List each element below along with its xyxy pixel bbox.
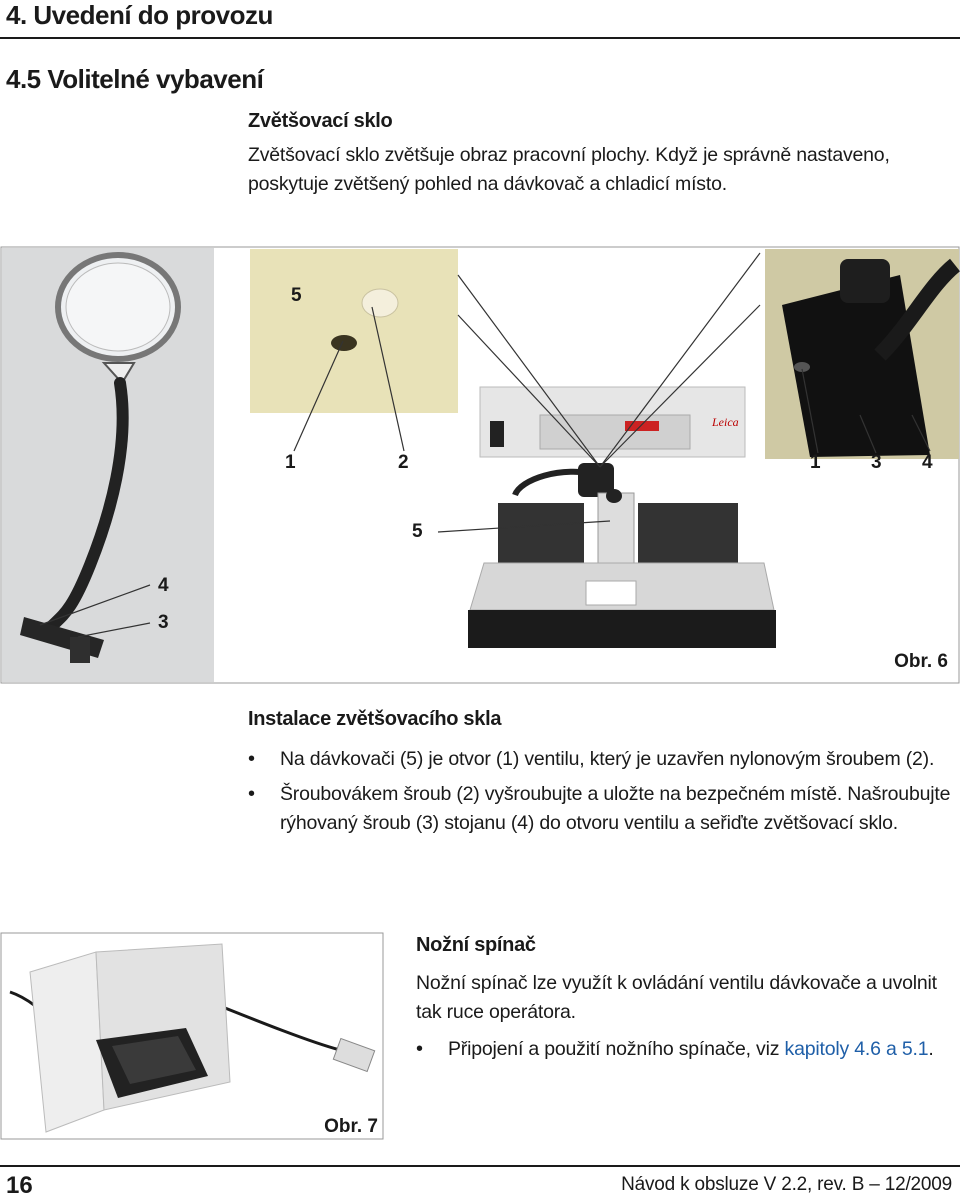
callout-2: 2 — [398, 452, 409, 473]
callout-3-left: 3 — [158, 612, 169, 633]
header-rule — [0, 37, 960, 39]
foot-switch-illustration — [0, 932, 384, 1140]
chapter-heading: 4. Uvedení do provozu — [6, 0, 273, 30]
install-bullet-1 — [248, 745, 956, 774]
callout-4-left: 4 — [158, 575, 169, 596]
figure-7-label: Obr. 7 — [324, 1116, 378, 1137]
footswitch-heading: Nožní spínač — [416, 934, 536, 956]
footer-rule — [0, 1165, 960, 1167]
figure-6 — [0, 245, 960, 685]
footswitch-bullet-text: Připojení a použití nožního spínače, viz — [448, 1038, 785, 1060]
install-bullet-2-text: Šroubovákem šroub (2) vyšroubujte a uložte na bezpečném místě. Našroubujte rýhovaný šroub (3) stojanu (4) do otvoru ventilu a seřiďte zvětšovací sklo. — [280, 783, 951, 834]
callout-5-mid: 5 — [412, 521, 423, 542]
manual-version: Návod k obsluze V 2.2, rev. B – 12/2009 — [621, 1174, 952, 1195]
chapter-reference-link[interactable]: kapitoly 4.6 a 5.1 — [784, 1038, 929, 1060]
install-bullet-1-text: Na dávkovači (5) je otvor (1) ventilu, který je uzavřen nylonovým šroubem (2). — [280, 748, 935, 770]
footswitch-bullet — [416, 1035, 956, 1064]
install-bullet-2 — [248, 780, 956, 838]
install-section — [248, 708, 956, 838]
callout-4-right: 4 — [922, 452, 933, 473]
install-heading: Instalace zvětšovacího skla — [248, 708, 502, 730]
footswitch-section — [416, 934, 956, 1064]
callout-1-right: 1 — [810, 452, 821, 473]
callout-3-right: 3 — [871, 452, 882, 473]
section-heading: 4.5 Volitelné vybavení — [6, 64, 264, 94]
figure-6-label: Obr. 6 — [894, 651, 948, 672]
magnifier-heading: Zvětšovací sklo — [248, 110, 393, 132]
figure-7 — [0, 932, 384, 1140]
page-number: 16 — [6, 1172, 33, 1199]
footswitch-intro: Nožní spínač lze využít k ovládání ventilu dávkovače a uvolnit tak ruce operátora. — [416, 972, 937, 1023]
footswitch-bullet-end: . — [928, 1038, 934, 1060]
magnifier-section — [248, 110, 948, 199]
callout-1-left: 1 — [285, 452, 296, 473]
magnifier-intro: Zvětšovací sklo zvětšuje obraz pracovní plochy. Když je správně nastaveno, poskytuje zvětšený pohled na dávkovač a chladicí místo. — [248, 144, 890, 195]
device-brand-logo: Leica — [712, 415, 739, 429]
callout-5-top: 5 — [291, 285, 302, 306]
valve-closeup-photo — [250, 249, 458, 413]
